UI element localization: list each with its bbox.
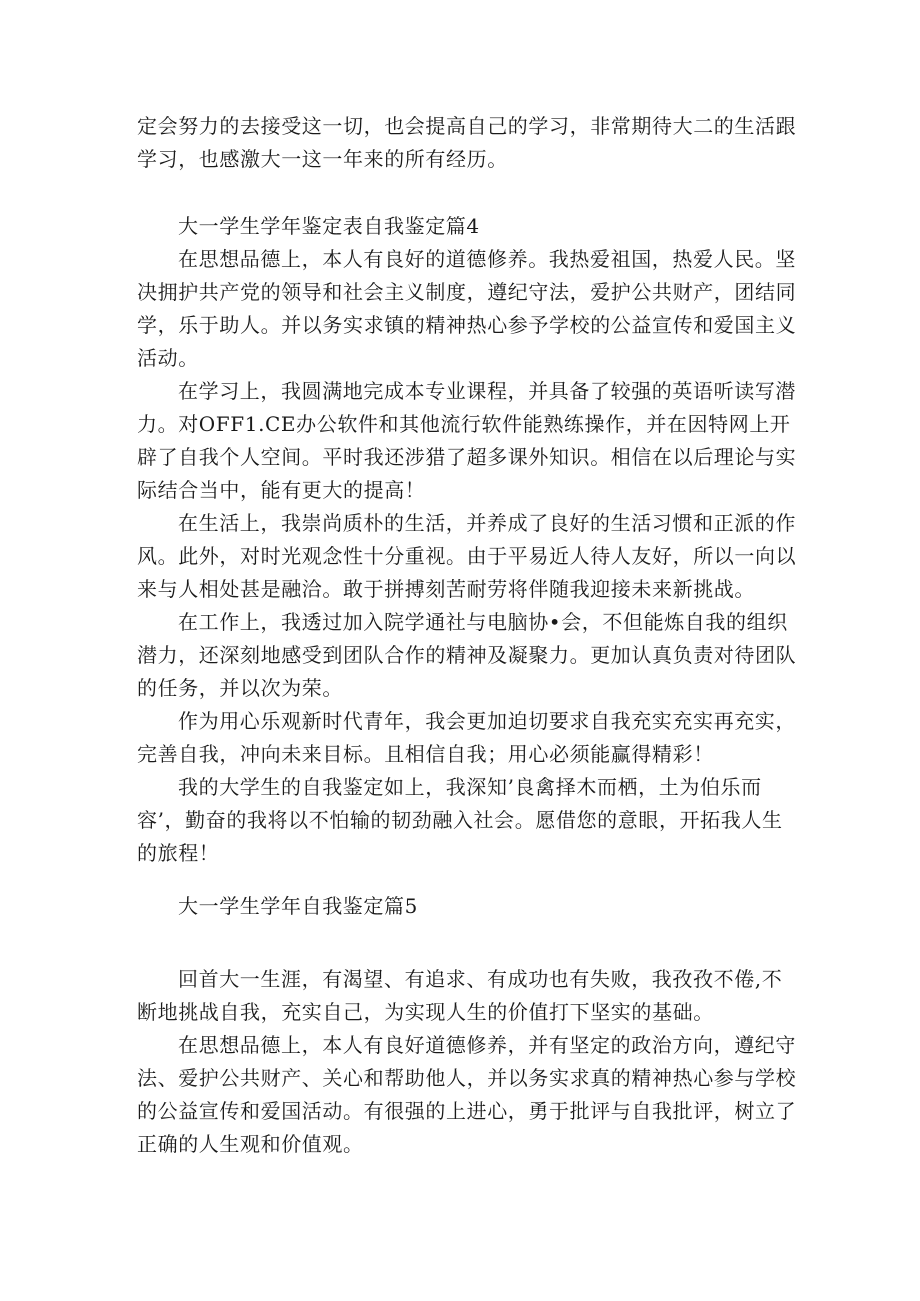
section-4-paragraph-1: 在思想品德上，本人有良好的道德修养。我热爱祖国，热爱人民。坚决拥护共产党的领导和社会主义制度，遵纪守法，爱护公共财产，团结同学，乐于助人。并以务实求镇的精神热心参予学校的公益宣传和爱国主义活动。 (137, 247, 797, 370)
section-4-paragraph-5: 作为用心乐观新时代青年，我会更加迫切要求自我充实充实再充实，完善自我，冲向未来目标。且相信自我；用心必须能赢得精彩！ (137, 709, 796, 766)
section-4-paragraph-4: 在工作上，我透过加入院学通社与电脑协•会，不但能炼自我的组织潜力，还深刻地感受到团队合作的精神及凝聚力。更加认真负责对待团队的任务，并以次为荣。 (137, 610, 797, 700)
section-4-paragraph-6: 我的大学生的自我鉴定如上，我深知’良禽择木而栖，土为伯乐而容’，勤奋的我将以不怕输的韧劲融入社会。愿借您的意眼，开拓我人生的旅程！ (137, 775, 783, 865)
section-5-paragraph-1: 回首大一生涯，有渴望、有追求、有成功也有失败，我孜孜不倦,不断地挑战自我，充实自己，为实现人生的价值打下坚实的基础。 (137, 967, 783, 1024)
section-5-paragraph-2: 在思想品德上，本人有良好道德修养，并有坚定的政治方向，遵纪守法、爱护公共财产、关心和帮助他人，并以务实求真的精神热心参与学校的公益宣传和爱国活动。有很强的上进心，勇于批评与自我批评，树立了正确的人生观和价值观。 (137, 1033, 797, 1156)
section-5-heading: 大一学生学年自我鉴定篇5 (178, 894, 418, 918)
continuation-paragraph: 定会努力的去接受这一切，也会提高自己的学习，非常期待大二的生活跟学习，也感激大一这一年来的所有经历。 (137, 114, 797, 171)
section-4-paragraph-2: 在学习上，我圆满地完成本专业课程，并具备了较强的英语听读写潜力。对OFF1.CE办公软件和其他流行软件能熟练操作，并在因特网上开辟了自我个人空间。平时我还涉猎了超多课外知识。相信在以后理论与实际结合当中，能有更大的提高！ (137, 379, 797, 502)
section-4-paragraph-3: 在生活上，我崇尚质朴的生活，并养成了良好的生活习惯和正派的作风。此外，对时光观念性十分重视。由于平易近人待人友好，所以一向以来与人相处甚是融洽。敢于拼搏刻苦耐劳将伴随我迎接未来新挑战。 (137, 511, 797, 601)
section-4-heading: 大一学生学年鉴定表自我鉴定篇4 (178, 214, 480, 238)
